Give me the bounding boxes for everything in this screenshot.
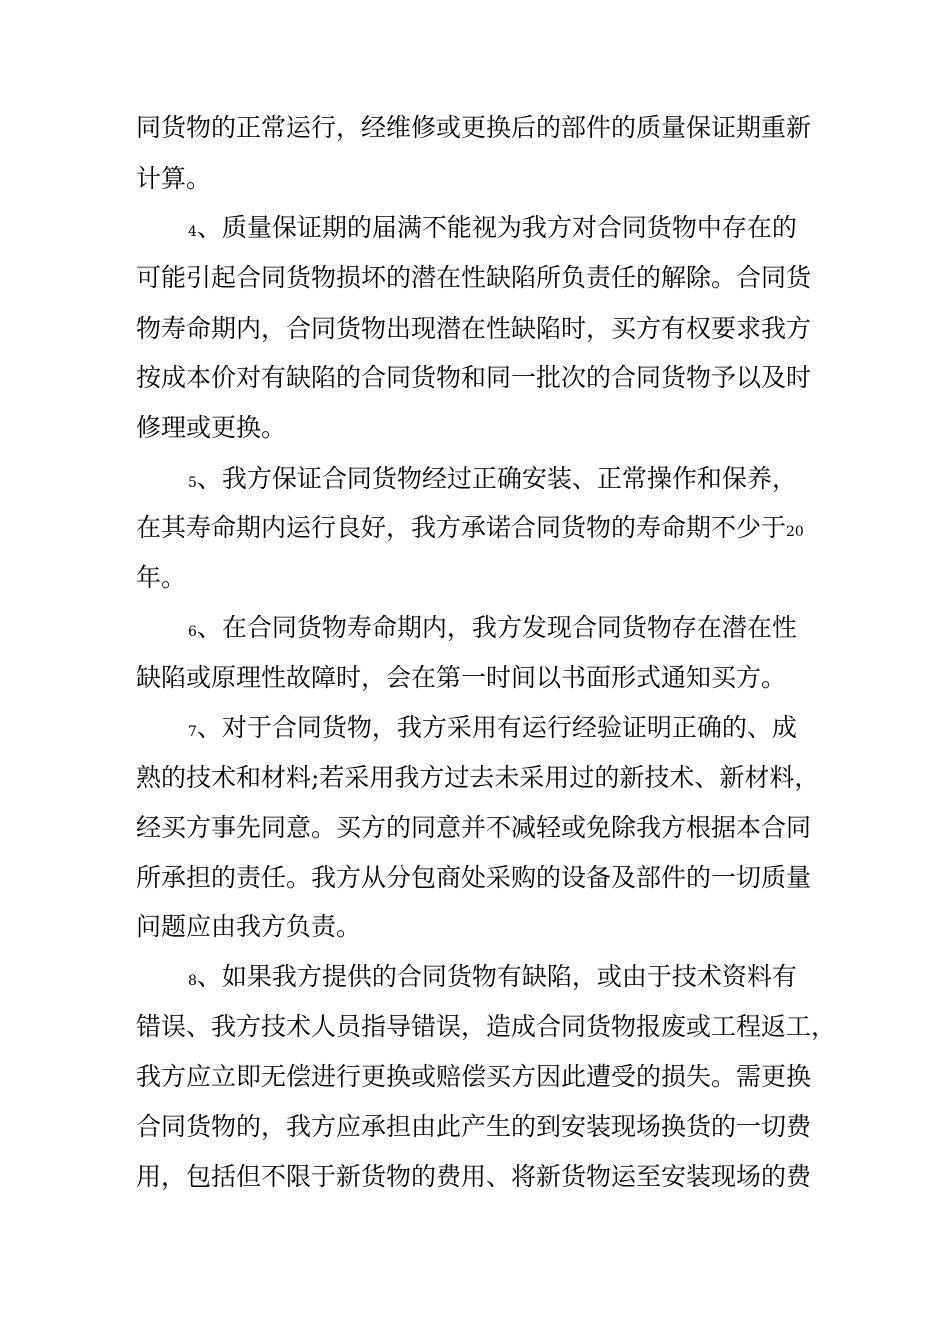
clause-number: 4	[188, 224, 197, 240]
clause-number: 7	[188, 724, 197, 740]
text-line: 物寿命期内，合同货物出现潜在性缺陷时，买方有权要求我方	[136, 314, 812, 343]
paragraph-5-line: 5、我方保证合同货物经过正确安装、正常操作和保养，	[188, 464, 797, 493]
text-line: 合同货物的，我方应承担由此产生的到安装现场换货的一切费	[136, 1112, 812, 1141]
text-line: 修理或更换。	[136, 413, 287, 442]
text-line: 熟的技术和材料;若采用我方过去未采用过的新技术、新材料，	[136, 763, 820, 792]
clause-number: 8	[188, 973, 197, 989]
text-line: 用，包括但不限于新货物的费用、将新货物运至安装现场的费	[136, 1162, 812, 1191]
text-line: 同货物的正常运行，经维修或更换后的部件的质量保证期重新	[136, 113, 812, 142]
paragraph-8-line: 8、如果我方提供的合同货物有缺陷，或由于技术资料有	[188, 962, 797, 991]
clause-number: 5	[188, 475, 197, 491]
paragraph-4-line: 4、质量保证期的届满不能视为我方对合同货物中存在的	[188, 213, 797, 242]
text-line: 我方应立即无偿进行更换或赔偿买方因此遭受的损失。需更换	[136, 1062, 812, 1091]
text-line: 按成本价对有缺陷的合同货物和同一批次的合同货物予以及时	[136, 363, 812, 392]
paragraph-6-line: 6、在合同货物寿命期内，我方发现合同货物存在潜在性	[188, 613, 797, 642]
text-line: 所承担的责任。我方从分包商处采购的设备及部件的一切质量	[136, 863, 812, 892]
inline-number: 20	[786, 524, 804, 540]
text-line: 年。	[136, 563, 187, 592]
text-line: 缺陷或原理性故障时，会在第一时间以书面形式通知买方。	[136, 663, 787, 692]
text-line: 问题应由我方负责。	[136, 912, 362, 941]
text-line: 经买方事先同意。买方的同意并不减轻或免除我方根据本合同	[136, 813, 812, 842]
text-line: 可能引起合同货物损坏的潜在性缺陷所负责任的解除。合同货	[136, 263, 812, 292]
text-line: 计算。	[136, 164, 212, 193]
text-line: 在其寿命期内运行良好，我方承诺合同货物的寿命期不少于20	[136, 513, 804, 542]
text-line: 错误、我方技术人员指导错误，造成合同货物报废或工程返工，	[136, 1012, 837, 1041]
paragraph-7-line: 7、对于合同货物，我方采用有运行经验证明正确的、成	[188, 713, 797, 742]
clause-number: 6	[188, 624, 197, 640]
